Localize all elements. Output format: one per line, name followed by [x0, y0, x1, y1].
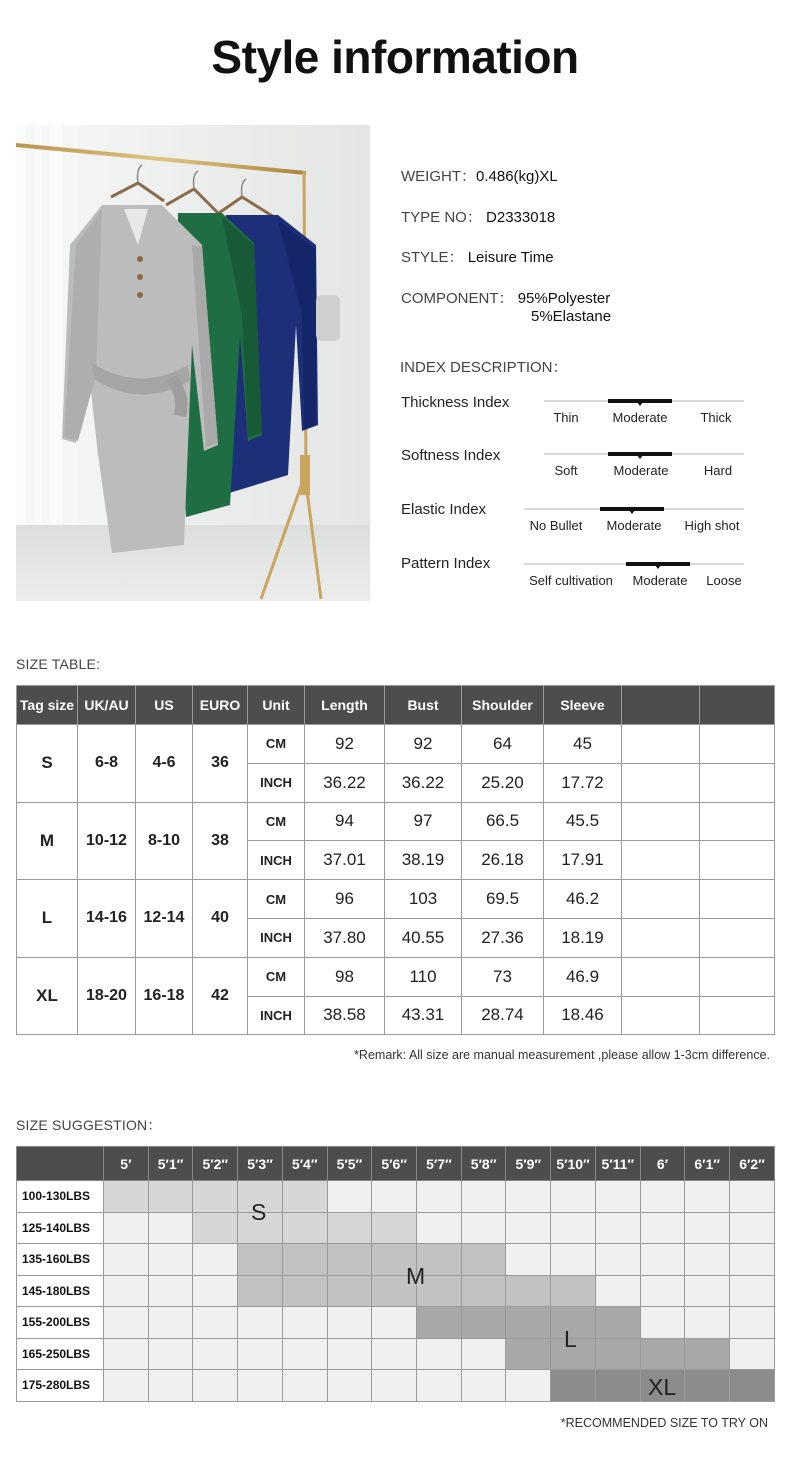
suggestion-row — [17, 1338, 775, 1370]
scale-option: Moderate — [606, 518, 662, 533]
bust-cell: 92 — [385, 725, 462, 764]
suggestion-cell — [104, 1370, 149, 1402]
suggestion-cell — [595, 1338, 640, 1370]
shoulder-cell: 27.36 — [462, 918, 544, 957]
euro-cell: 42 — [193, 957, 248, 1035]
suggestion-row — [17, 1181, 775, 1213]
empty-cell — [622, 763, 700, 802]
suggestion-cell — [417, 1307, 462, 1339]
suggestion-cell — [193, 1212, 238, 1244]
bust-cell: 43.31 — [385, 996, 462, 1035]
suggestion-cell — [461, 1244, 506, 1276]
table-row — [17, 802, 775, 841]
height-header-cell: 5′3″ — [238, 1147, 283, 1181]
suggestion-cell — [372, 1338, 417, 1370]
scale-option: Thick — [700, 410, 732, 425]
scale-option: Moderate — [632, 573, 688, 588]
suggestion-cell — [461, 1370, 506, 1402]
suggestion-cell — [730, 1275, 775, 1307]
suggestion-cell — [685, 1244, 730, 1276]
suggestion-cell — [148, 1307, 193, 1339]
header-cell — [622, 686, 700, 725]
suggestion-cell — [595, 1244, 640, 1276]
suggestion-cell — [372, 1307, 417, 1339]
height-header-cell: 5′11″ — [595, 1147, 640, 1181]
tag-size-cell: L — [17, 880, 78, 958]
header-cell: US — [136, 686, 193, 725]
suggestion-cell — [104, 1212, 149, 1244]
suggestion-cell — [640, 1338, 685, 1370]
height-header-cell: 5′6″ — [372, 1147, 417, 1181]
bust-cell: 36.22 — [385, 763, 462, 802]
length-cell: 36.22 — [305, 763, 385, 802]
suggestion-cell — [595, 1212, 640, 1244]
unit-cell: INCH — [248, 918, 305, 957]
empty-cell — [700, 763, 775, 802]
suggestion-cell — [461, 1307, 506, 1339]
uk-au-cell: 6-8 — [78, 725, 136, 803]
height-header-cell: 5′1″ — [148, 1147, 193, 1181]
empty-cell — [622, 725, 700, 764]
empty-cell — [700, 880, 775, 919]
suggestion-cell — [327, 1338, 372, 1370]
scale-option: Self cultivation — [529, 573, 613, 588]
unit-cell: CM — [248, 957, 305, 996]
weight-label-cell: 155-200LBS — [17, 1307, 104, 1339]
suggestion-cell — [461, 1181, 506, 1213]
height-header-cell: 5′5″ — [327, 1147, 372, 1181]
suggestion-cell — [730, 1338, 775, 1370]
suggestion-cell — [685, 1181, 730, 1213]
shoulder-cell: 25.20 — [462, 763, 544, 802]
suggestion-cell — [417, 1338, 462, 1370]
length-cell: 37.01 — [305, 841, 385, 880]
suggestion-cell — [282, 1307, 327, 1339]
suggestion-cell — [282, 1244, 327, 1276]
uk-au-cell: 14-16 — [78, 880, 136, 958]
unit-cell: INCH — [248, 841, 305, 880]
length-cell: 38.58 — [305, 996, 385, 1035]
weight-value: 0.486(kg)XL — [476, 168, 558, 185]
weight-label-cell: 135-160LBS — [17, 1244, 104, 1276]
suggestion-cell — [730, 1370, 775, 1402]
size-m-label: M — [406, 1263, 426, 1289]
size-table-label: SIZE TABLE: — [16, 656, 101, 672]
suggestion-cell — [193, 1181, 238, 1213]
empty-cell — [700, 957, 775, 996]
suggestion-cell — [193, 1338, 238, 1370]
softness-index-label: Softness Index — [401, 447, 501, 464]
tag-size-cell: M — [17, 802, 78, 880]
suggestion-cell — [327, 1244, 372, 1276]
sleeve-cell: 18.46 — [544, 996, 622, 1035]
suggestion-cell — [327, 1275, 372, 1307]
suggestion-cell — [148, 1181, 193, 1213]
suggestion-cell — [282, 1212, 327, 1244]
suggestion-cell — [730, 1181, 775, 1213]
size-table — [16, 685, 775, 1035]
us-cell: 16-18 — [136, 957, 193, 1035]
height-header-cell: 5′ — [104, 1147, 149, 1181]
shoulder-cell: 26.18 — [462, 841, 544, 880]
scale-option: Soft — [554, 463, 578, 478]
size-suggestion-grid — [16, 1146, 775, 1402]
height-header-cell: 6′1″ — [685, 1147, 730, 1181]
bust-cell: 97 — [385, 802, 462, 841]
length-cell: 37.80 — [305, 918, 385, 957]
style-value: Leisure Time — [467, 249, 554, 266]
empty-cell — [622, 802, 700, 841]
length-cell: 96 — [305, 880, 385, 919]
scale-option: Moderate — [612, 410, 668, 425]
softness-index-scale — [544, 453, 744, 483]
unit-cell: INCH — [248, 996, 305, 1035]
height-header-cell: 5′9″ — [506, 1147, 551, 1181]
header-cell: Unit — [248, 686, 305, 725]
suggestion-cell — [461, 1275, 506, 1307]
suggestion-cell — [551, 1181, 596, 1213]
suggestion-row — [17, 1307, 775, 1339]
us-cell: 8-10 — [136, 802, 193, 880]
product-photo — [16, 125, 370, 601]
suggestion-cell — [685, 1370, 730, 1402]
bust-cell: 38.19 — [385, 841, 462, 880]
tag-size-cell: XL — [17, 957, 78, 1035]
scale-option: High shot — [684, 518, 740, 533]
table-row — [17, 957, 775, 996]
length-cell: 98 — [305, 957, 385, 996]
thickness-index-scale — [544, 400, 744, 430]
scale-option: Loose — [706, 573, 742, 588]
thickness-index-label: Thickness Index — [401, 394, 510, 411]
suggestion-cell — [506, 1370, 551, 1402]
unit-cell: CM — [248, 725, 305, 764]
suggestion-cell — [730, 1307, 775, 1339]
weight-label: WEIGHT： — [401, 168, 476, 185]
elastic-index-scale — [524, 508, 744, 538]
suggestion-cell — [238, 1244, 283, 1276]
scale-selected-marker — [626, 562, 690, 566]
suggestion-cell — [238, 1307, 283, 1339]
suggestion-cell — [193, 1307, 238, 1339]
sleeve-cell: 45 — [544, 725, 622, 764]
height-header-cell: 6′2″ — [730, 1147, 775, 1181]
weight-row — [401, 165, 558, 186]
suggestion-cell — [148, 1370, 193, 1402]
suggestion-cell — [551, 1370, 596, 1402]
uk-au-cell: 10-12 — [78, 802, 136, 880]
us-cell: 12-14 — [136, 880, 193, 958]
scale-option: Thin — [553, 410, 579, 425]
suggestion-cell — [551, 1212, 596, 1244]
corner-cell — [17, 1147, 104, 1181]
suggestion-cell — [595, 1307, 640, 1339]
suggestion-cell — [730, 1212, 775, 1244]
suggestion-cell — [640, 1244, 685, 1276]
shoulder-cell: 28.74 — [462, 996, 544, 1035]
pattern-index-scale — [524, 563, 744, 593]
type-label: TYPE NO： — [401, 209, 482, 226]
weight-label-cell: 175-280LBS — [17, 1370, 104, 1402]
suggestion-cell — [282, 1181, 327, 1213]
suggestion-row — [17, 1212, 775, 1244]
suggestion-cell — [730, 1244, 775, 1276]
length-cell: 94 — [305, 802, 385, 841]
sleeve-cell: 17.91 — [544, 841, 622, 880]
empty-cell — [700, 802, 775, 841]
weight-label-cell: 165-250LBS — [17, 1338, 104, 1370]
suggestion-cell — [148, 1275, 193, 1307]
empty-cell — [622, 918, 700, 957]
suggestion-cell — [506, 1275, 551, 1307]
size-xl-label: XL — [648, 1374, 677, 1400]
suggestion-cell — [685, 1212, 730, 1244]
length-cell: 92 — [305, 725, 385, 764]
empty-cell — [622, 841, 700, 880]
empty-cell — [622, 957, 700, 996]
empty-cell — [700, 996, 775, 1035]
suggestion-cell — [417, 1181, 462, 1213]
suggestion-cell — [372, 1370, 417, 1402]
component-row — [401, 287, 610, 308]
header-cell: EURO — [193, 686, 248, 725]
suggestion-cell — [193, 1275, 238, 1307]
header-cell: Shoulder — [462, 686, 544, 725]
empty-cell — [700, 841, 775, 880]
table-row — [17, 880, 775, 919]
suggestion-cell — [282, 1275, 327, 1307]
suggestion-cell — [238, 1370, 283, 1402]
suggestion-cell — [506, 1338, 551, 1370]
suggestion-cell — [461, 1212, 506, 1244]
suggestion-cell — [193, 1370, 238, 1402]
suggestion-cell — [506, 1212, 551, 1244]
bust-cell: 110 — [385, 957, 462, 996]
suggestion-cell — [238, 1275, 283, 1307]
us-cell: 4-6 — [136, 725, 193, 803]
suggestion-cell — [595, 1370, 640, 1402]
table-row — [17, 725, 775, 764]
euro-cell: 38 — [193, 802, 248, 880]
sleeve-cell: 17.72 — [544, 763, 622, 802]
height-header-cell: 5′10″ — [551, 1147, 596, 1181]
bust-cell: 103 — [385, 880, 462, 919]
shoulder-cell: 69.5 — [462, 880, 544, 919]
shoulder-cell: 64 — [462, 725, 544, 764]
scale-selected-marker — [608, 452, 672, 456]
suggestion-cell — [551, 1244, 596, 1276]
suggestion-cell — [417, 1370, 462, 1402]
suggestion-row — [17, 1244, 775, 1276]
height-header-cell: 5′7″ — [417, 1147, 462, 1181]
style-row — [401, 246, 554, 267]
height-header-cell: 5′4″ — [282, 1147, 327, 1181]
height-header-cell: 5′8″ — [461, 1147, 506, 1181]
shoulder-cell: 73 — [462, 957, 544, 996]
suggestion-cell — [282, 1370, 327, 1402]
size-l-label: L — [564, 1326, 577, 1352]
sleeve-cell: 46.9 — [544, 957, 622, 996]
scale-option: No Bullet — [529, 518, 583, 533]
recommended-note: *RECOMMENDED SIZE TO TRY ON — [560, 1416, 768, 1430]
suggestion-cell — [104, 1338, 149, 1370]
component-value-2: 5%Elastane — [531, 308, 612, 325]
empty-cell — [622, 880, 700, 919]
style-label: STYLE： — [401, 249, 464, 266]
unit-cell: CM — [248, 802, 305, 841]
uk-au-cell: 18-20 — [78, 957, 136, 1035]
size-remark: *Remark: All size are manual measurement ,please allow 1-3cm difference. — [354, 1048, 770, 1062]
suggestion-cell — [685, 1307, 730, 1339]
component-value-1: 95%Polyester — [517, 290, 611, 307]
size-s-label: S — [251, 1199, 267, 1225]
type-value: D2333018 — [486, 209, 556, 226]
component-label: COMPONENT： — [401, 290, 514, 307]
sleeve-cell: 45.5 — [544, 802, 622, 841]
suggestion-cell — [327, 1212, 372, 1244]
suggestion-cell — [104, 1244, 149, 1276]
empty-cell — [700, 725, 775, 764]
suggestion-cell — [461, 1338, 506, 1370]
suggestion-cell — [640, 1275, 685, 1307]
sleeve-cell: 18.19 — [544, 918, 622, 957]
header-cell: Length — [305, 686, 385, 725]
suggestion-cell — [327, 1181, 372, 1213]
index-heading: INDEX DESCRIPTION： — [400, 359, 568, 376]
header-cell: UK/AU — [78, 686, 136, 725]
suggestion-cell — [685, 1338, 730, 1370]
suggestion-cell — [327, 1307, 372, 1339]
suggestion-cell — [417, 1212, 462, 1244]
suggestion-cell — [148, 1338, 193, 1370]
sleeve-cell: 46.2 — [544, 880, 622, 919]
scale-option: Hard — [703, 463, 733, 478]
scale-option: Moderate — [613, 463, 669, 478]
suggestion-header-row — [17, 1147, 775, 1181]
header-cell: Tag size — [17, 686, 78, 725]
suggestion-cell — [506, 1181, 551, 1213]
suggestion-cell — [148, 1212, 193, 1244]
suggestion-cell — [595, 1275, 640, 1307]
suggestion-cell — [685, 1275, 730, 1307]
empty-cell — [700, 918, 775, 957]
suggestion-cell — [238, 1338, 283, 1370]
tag-size-cell: S — [17, 725, 78, 803]
suggestion-cell — [506, 1244, 551, 1276]
unit-cell: CM — [248, 880, 305, 919]
empty-cell — [622, 996, 700, 1035]
type-row — [401, 206, 555, 227]
suggestion-cell — [595, 1181, 640, 1213]
suggestion-cell — [193, 1244, 238, 1276]
suggestion-cell — [148, 1244, 193, 1276]
suggestion-cell — [506, 1307, 551, 1339]
weight-label-cell: 100-130LBS — [17, 1181, 104, 1213]
height-header-cell: 6′ — [640, 1147, 685, 1181]
suggestion-cell — [640, 1212, 685, 1244]
scale-selected-marker — [600, 507, 664, 511]
page-title: Style information — [211, 31, 579, 83]
bust-cell: 40.55 — [385, 918, 462, 957]
pattern-index-label: Pattern Index — [401, 555, 491, 572]
suggestion-cell — [372, 1212, 417, 1244]
weight-label-cell: 145-180LBS — [17, 1275, 104, 1307]
size-suggestion-label: SIZE SUGGESTION： — [16, 1117, 162, 1133]
scale-selected-marker — [608, 399, 672, 403]
header-cell: Bust — [385, 686, 462, 725]
size-table-header — [17, 686, 775, 725]
height-header-cell: 5′2″ — [193, 1147, 238, 1181]
suggestion-cell — [104, 1181, 149, 1213]
suggestion-cell — [372, 1181, 417, 1213]
suggestion-cell — [282, 1338, 327, 1370]
suggestion-cell — [327, 1370, 372, 1402]
euro-cell: 40 — [193, 880, 248, 958]
header-cell — [700, 686, 775, 725]
unit-cell: INCH — [248, 763, 305, 802]
shoulder-cell: 66.5 — [462, 802, 544, 841]
suggestion-cell — [551, 1275, 596, 1307]
suggestion-cell — [104, 1275, 149, 1307]
suggestion-cell — [640, 1181, 685, 1213]
suggestion-row — [17, 1275, 775, 1307]
header-cell: Sleeve — [544, 686, 622, 725]
suggestion-cell — [640, 1307, 685, 1339]
elastic-index-label: Elastic Index — [401, 501, 487, 518]
euro-cell: 36 — [193, 725, 248, 803]
weight-label-cell: 125-140LBS — [17, 1212, 104, 1244]
suggestion-cell — [104, 1307, 149, 1339]
